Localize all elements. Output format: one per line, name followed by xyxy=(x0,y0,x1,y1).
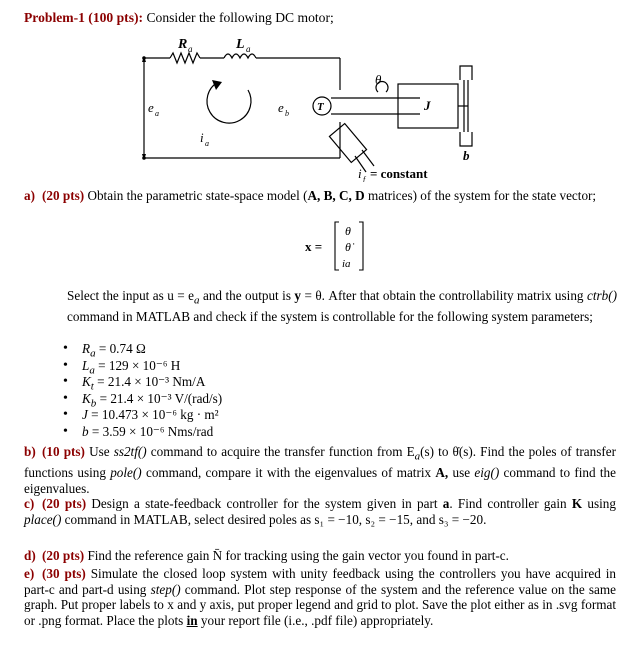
part-d-label: d) xyxy=(24,548,36,563)
part-b-points: (10 pts) xyxy=(42,444,85,459)
part-d-points: (20 pts) xyxy=(42,548,85,563)
part-e-label: e) xyxy=(24,566,35,581)
select-sub: a xyxy=(194,294,200,307)
field-constant-note: = constant xyxy=(370,166,428,181)
eb-label: e xyxy=(278,100,284,115)
friction-label: b xyxy=(463,148,470,163)
cmd-pole: pole() xyxy=(110,465,142,481)
theta-label: θ xyxy=(375,72,382,87)
state-lhs: x = xyxy=(305,239,323,254)
part-b: b) (10 pts) Use ss2tf() command to acquire the transfer function from $E_a(s)$ to θ̇(s). Find the poles of transfer functions using pole() command, compare it with the eigenvalues of matrix A, use eig() command to find the eigenvalues. xyxy=(24,444,616,496)
part-c: c) (20 pts) Design a state-feedback controller for the system given in part a. Find controller gain K using place() command in MATLAB, select desired poles as s₁ = −10, s₂ = −15, and s₃ = −20. xyxy=(24,496,616,527)
ia-sub: a xyxy=(205,139,209,148)
ea-label: e xyxy=(148,100,154,115)
param-b: • b = 3.59 × 10⁻⁶ Nms/rad xyxy=(60,424,360,441)
part-a-text2: matrices) of the system for the state vector; xyxy=(364,188,597,203)
state-theta: θ xyxy=(345,224,351,238)
dc-motor-schematic xyxy=(130,32,510,182)
select-text3: = θ. After that obtain the controllability matrix using xyxy=(301,288,587,303)
part-e-points: (30 pts) xyxy=(42,566,86,581)
select-text4: command in MATLAB and check if the system is controllable for the following system parameters; xyxy=(67,309,593,325)
cmd-step: step() xyxy=(150,581,181,597)
part-a-select xyxy=(67,288,617,325)
state-vector-equation xyxy=(305,218,385,274)
param-la: • $L_a = 129 \times 10^{-6}$ H xyxy=(60,358,360,375)
parameter-list xyxy=(60,341,360,441)
select-text2: and the output is xyxy=(199,288,295,303)
part-a-text1: Obtain the parametric state-space model ( xyxy=(87,188,308,203)
select-text1: Select the input as u = e xyxy=(67,288,195,303)
state-theta-dot: θ̇ xyxy=(345,240,351,254)
param-j: • J = 10.473 × 10⁻⁶ kg · m² xyxy=(60,407,360,424)
ra-sub: a xyxy=(188,44,193,54)
ra-label: R xyxy=(178,37,188,52)
param-kb: • $K_b = 21.4 \times 10^{-3}$ V/(rad/s) xyxy=(60,391,360,408)
problem-header xyxy=(24,10,624,26)
ia-label: i xyxy=(200,130,204,145)
dc-motor-diagram xyxy=(130,32,510,182)
part-a-label: a) xyxy=(24,188,35,203)
state-ia: ia xyxy=(342,258,351,270)
part-b-label: b) xyxy=(24,444,36,459)
torque-label: T xyxy=(317,101,324,113)
part-e: e) (30 pts) Simulate the closed loop system with unity feedback using the controllers you have acquired in part-c and part-d using step() command. Plot step response of the system and the reference value on the same graph. Put proper labels to x and y axis, put proper legend and grid to plot. Save the plot either as in .svg format or .png format. Place the plots in your report file (i.e., .pdf file) appropriately. xyxy=(24,566,616,628)
ea-sub: a xyxy=(155,109,159,118)
inertia-label: J xyxy=(424,98,431,113)
part-a-points: (20 pts) xyxy=(42,188,85,203)
problem-intro: Consider the following DC motor; xyxy=(146,10,334,25)
la-sub: a xyxy=(246,44,251,54)
part-c-label: c) xyxy=(24,496,35,511)
part-a xyxy=(24,188,616,204)
part-a-matrices: A, B, C, D xyxy=(307,188,365,203)
cmd-place: place() xyxy=(24,511,62,527)
state-vector xyxy=(305,218,385,274)
field-current-sub: f xyxy=(363,175,366,182)
param-ra: • $R_a = 0.74$ Ω xyxy=(60,341,360,358)
eb-sub: b xyxy=(285,109,289,118)
part-c-points: (20 pts) xyxy=(42,496,87,511)
cmd-ss2tf: ss2tf() xyxy=(113,444,147,459)
field-current-label: i xyxy=(358,166,362,181)
select-y: y xyxy=(294,288,302,303)
param-kt: • $K_t = 21.4 \times 10^{-3}$ Nm/A xyxy=(60,374,360,391)
problem-label: Problem-1 (100 pts): xyxy=(24,10,144,25)
cmd-ctrb: ctrb() xyxy=(586,288,617,303)
cmd-eig: eig() xyxy=(474,465,500,481)
la-label: L xyxy=(236,37,245,52)
part-d: d) (20 pts) Find the reference gain N̄ for tracking using the gain vector you found in part-c. xyxy=(24,548,509,563)
